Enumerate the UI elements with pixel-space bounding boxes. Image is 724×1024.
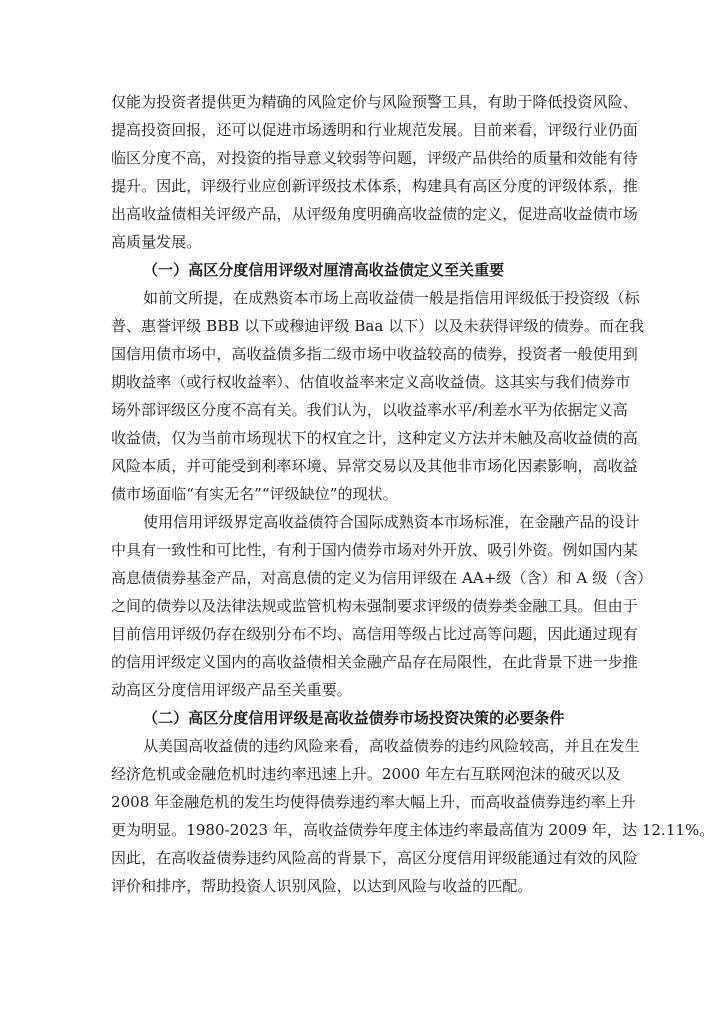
paragraph-line: 中具有一致性和可比性，有利于国内债券市场对外开放、吸引外资。例如国内某 xyxy=(111,541,638,559)
paragraph-line: 评价和排序，帮助投资人识别风险，以达到风险与收益的匹配。 xyxy=(111,877,533,895)
paragraph-line: 经济危机或金融危机时违约率迅速上升。2000 年左右互联网泡沫的破灭以及 xyxy=(111,765,621,783)
paragraph-line: 高息债债券基金产品，对高息债的定义为信用评级在 AA+级（含）和 A 级（含） xyxy=(111,569,653,587)
section-heading: （一）高区分度信用评级对厘清高收益债定义至关重要 xyxy=(143,261,505,279)
paragraph-line: 使用信用评级界定高收益债符合国际成熟资本市场标准，在金融产品的设计 xyxy=(143,513,640,531)
paragraph-line: 动高区分度信用评级产品至关重要。 xyxy=(111,681,352,699)
paragraph-line: 债市场面临“有实无名”“评级缺位”的现状。 xyxy=(111,485,398,503)
paragraph-line: 因此，在高收益债券违约风险高的背景下，高区分度信用评级能通过有效的风险 xyxy=(111,849,638,867)
paragraph-line: 普、惠誉评级 BBB 以下或穆迪评级 Baa 以下）以及未获得评级的债券。而在我 xyxy=(111,317,645,335)
paragraph-line: 出高收益债相关评级产品，从评级角度明确高收益债的定义，促进高收益债市场 xyxy=(111,205,638,223)
paragraph-line: 期收益率（或行权收益率）、估值收益率来定义高收益债。这其实与我们债券市 xyxy=(111,373,631,391)
paragraph-line: 2008 年金融危机的发生均使得债券违约率大幅上升，而高收益债券违约率上升 xyxy=(111,793,636,811)
paragraph-line: 如前文所提，在成熟资本市场上高收益债一般是指信用评级低于投资级（标 xyxy=(143,289,640,307)
paragraph-line: 高质量发展。 xyxy=(111,233,202,251)
paragraph-line: 临区分度不高，对投资的指导意义较弱等问题，评级产品供给的质量和效能有待 xyxy=(111,149,638,167)
paragraph-line: 目前信用评级仍存在级别分布不均、高信用等级占比过高等问题，因此通过现有 xyxy=(111,625,638,643)
paragraph-line: 仅能为投资者提供更为精确的风险定价与风险预警工具，有助于降低投资风险、 xyxy=(111,93,638,111)
paragraph-line: 更为明显。1980-2023 年，高收益债券年度主体违约率最高值为 2009 年，达 12.11%。 xyxy=(111,821,715,839)
section-heading: （二）高区分度信用评级是高收益债券市场投资决策的必要条件 xyxy=(143,709,565,727)
paragraph-line: 国信用债市场中，高收益债多指二级市场中收益较高的债券，投资者一般使用到 xyxy=(111,345,638,363)
paragraph-line: 提升。因此，评级行业应创新评级技术体系，构建具有高区分度的评级体系，推 xyxy=(111,177,638,195)
paragraph-line: 的信用评级定义国内的高收益债相关金融产品存在局限性，在此背景下进一步推 xyxy=(111,653,638,671)
document-body xyxy=(111,88,715,900)
paragraph-line: 收益债，仅为当前市场现状下的权宜之计，这种定义方法并未触及高收益债的高 xyxy=(111,429,638,447)
paragraph-line: 提高投资回报，还可以促进市场透明和行业规范发展。目前来看，评级行业仍面 xyxy=(111,121,638,139)
paragraph-line: 场外部评级区分度不高有关。我们认为，以收益率水平/利差水平为依据定义高 xyxy=(111,401,628,419)
paragraph-line: 从美国高收益债的违约风险来看，高收益债券的违约风险较高，并且在发生 xyxy=(143,737,640,755)
paragraph-line: 之间的债券以及法律法规或监管机构未强制要求评级的债券类金融工具。但由于 xyxy=(111,597,638,615)
paragraph-line: 风险本质，并可能受到利率环境、异常交易以及其他非市场化因素影响，高收益 xyxy=(111,457,638,475)
